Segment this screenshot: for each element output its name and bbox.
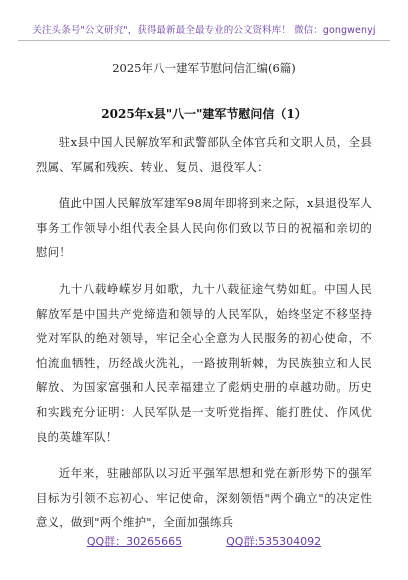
paragraph-greeting: 值此中国人民解放军建军98周年即将到来之际，x县退役军人事务工作领导小组代表全县人民向你们致以节日的祝福和亲切的慰问！ <box>36 196 372 260</box>
paragraph-salutation: 驻x县中国人民解放军和武警部队全体官兵和文职人员，全县烈属、军属和残疾、转业、复员、退役军人： <box>36 135 372 174</box>
document-title: 2025年八一建军节慰问信汇编(6篇) <box>112 61 296 75</box>
letter-body <box>36 130 372 535</box>
footer-qq-group-2[interactable]: QQ群:535304092 <box>226 535 322 548</box>
paragraph-history: 九十八载峥嵘岁月如歌，九十八载征途气势如虹。中国人民解放军是中国共产党缔造和领导的人民军队，始终坚定不移坚持党对军队的绝对领导，牢记全心全意为人民服务的初心使命，不怕流血牺牲，历经战火洗礼，一路披荆斩棘，为民族独立和人民解放、为国家富强和人民幸福建立了彪炳史册的卓越功勋。历史和实践充分证明：人民军队是一支听党指挥、能打胜仗、作风优良的英雄军队！ <box>36 281 372 444</box>
footer-qq-group-1[interactable]: QQ群：30265665 <box>86 535 183 548</box>
paragraph-recent: 近年来，驻融部队以习近平强军思想和党在新形势下的强军目标为引领不忘初心、牢记使命，深刻领悟"两个确立"的决定性意义，做到"两个维护"，全面加强练兵 <box>36 466 372 530</box>
promo-banner[interactable]: 关注头条号"公文研究"，获得最新最全最专业的公文资料库！ 微信：gongwenyj <box>32 25 376 36</box>
header-divider <box>18 40 390 41</box>
letter-title: 2025年x县"八一"建军节慰问信（1） <box>101 107 307 121</box>
footer-contact <box>0 533 408 549</box>
